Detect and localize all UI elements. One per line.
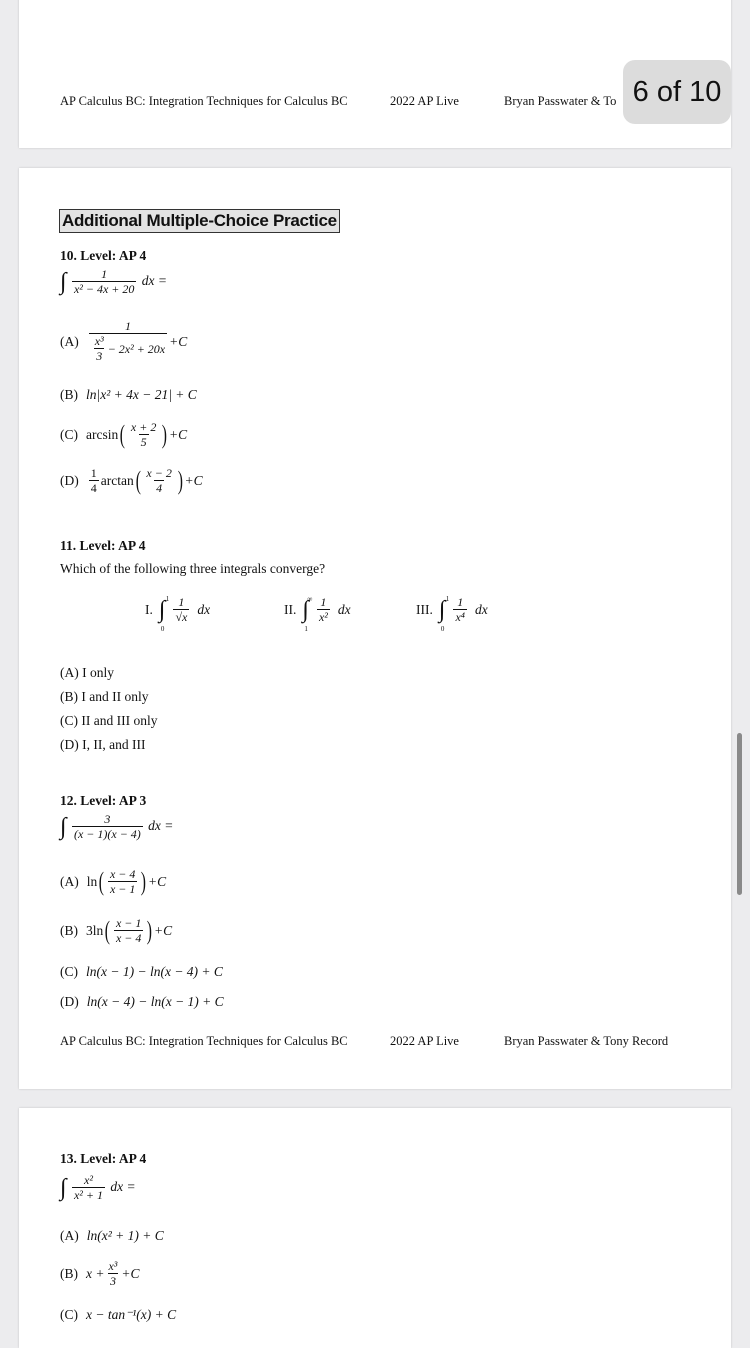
choice-label: (C) — [60, 964, 78, 979]
choice-c-text: x − tan⁻¹(x) + C — [86, 1307, 177, 1322]
choice-b-fn: 3ln — [86, 923, 104, 938]
integral-i-lower: 0 — [160, 625, 165, 633]
integral-iii-lower: 0 — [440, 625, 445, 633]
choice-label: (A) — [60, 1228, 79, 1243]
choice-b-num: x − 1 — [115, 916, 142, 930]
choice-label: (C) — [60, 1307, 78, 1322]
choice-a-tail: +C — [148, 874, 167, 889]
choice-d-den: 4 — [156, 481, 163, 495]
question-13-choice-a[interactable] — [60, 1228, 164, 1244]
q12-den: (x − 1)(x − 4) — [73, 827, 141, 841]
choice-b-den: x − 4 — [115, 931, 142, 945]
integral-i-den: √x — [175, 610, 188, 624]
choice-a-inner-den: 3 — [96, 349, 103, 363]
integral-iii-dx: dx — [474, 602, 488, 617]
integral-i-upper: 1 — [165, 595, 170, 603]
question-11-choice-b[interactable]: (B) I and II only — [60, 689, 149, 704]
integral-ii-num: 1 — [320, 595, 327, 609]
q13-den: x² + 1 — [73, 1188, 103, 1202]
integral-sign: ∫ — [60, 814, 67, 840]
choice-c-tail: +C — [169, 427, 188, 442]
choice-a-num: 1 — [124, 319, 131, 333]
integral-iii-den: x⁴ — [455, 610, 465, 624]
choice-c-den: 5 — [140, 435, 147, 449]
integral-ii-label: II. — [284, 602, 297, 617]
q12-tail: dx = — [148, 818, 174, 834]
question-11-choice-c[interactable]: (C) II and III only — [60, 713, 158, 728]
choice-a-num: x − 4 — [109, 867, 136, 881]
q13-num: x² — [84, 1173, 93, 1187]
choice-d-coef-den: 4 — [90, 481, 97, 495]
choice-label: (A) — [60, 333, 79, 349]
question-11-choice-d[interactable]: (D) I, II, and III — [60, 737, 146, 752]
running-header-year: 2022 AP Live — [390, 94, 459, 108]
page-bottom — [19, 1108, 731, 1348]
question-13-choice-c[interactable] — [60, 1307, 176, 1323]
section-heading: Additional Multiple-Choice Practice — [59, 209, 340, 233]
integral-iii — [416, 595, 488, 633]
question-10-header: 10. Level: AP 4 — [60, 248, 147, 263]
question-10-choice-a[interactable] — [60, 320, 187, 363]
q13-tail: dx = — [110, 1179, 136, 1195]
q10-den: x² − 4x + 20 — [73, 282, 135, 296]
integral-i-label: I. — [145, 602, 153, 617]
question-13-integral — [60, 1174, 136, 1202]
question-13-choice-b[interactable] — [60, 1260, 140, 1288]
choice-b-text: ln|x² + 4x − 21| + C — [86, 387, 197, 402]
choice-label: (A) — [60, 874, 79, 889]
q12-num: 3 — [104, 812, 111, 826]
choice-label: (D) — [60, 994, 79, 1009]
integral-i — [145, 595, 211, 633]
question-12-integral — [60, 813, 173, 841]
question-12-choice-a[interactable]: (A) ln ( $\frac{x - 4}{x - 1}$ ) +C — [60, 867, 167, 896]
integral-ii-upper: ∞ — [307, 595, 313, 603]
choice-c-num: x + 2 — [130, 420, 157, 434]
question-12-header: 12. Level: AP 3 — [60, 793, 147, 808]
choice-d-fn: arctan — [100, 473, 134, 488]
choice-d-num: x − 2 — [146, 466, 172, 480]
question-11-header: 11. Level: AP 4 — [60, 538, 146, 553]
integral-iii-upper: 1 — [445, 595, 450, 603]
integral-sign: ∫ — [60, 1175, 67, 1201]
choice-c-fn: arcsin — [86, 427, 119, 442]
page-indicator: 6 of 10 — [623, 60, 731, 124]
integral-sign: ∫ — [438, 597, 446, 623]
choice-b-den: 3 — [109, 1274, 116, 1288]
question-10-integral — [60, 268, 167, 296]
integral-i-dx: dx — [197, 602, 211, 617]
choice-label: (B) — [60, 387, 78, 402]
integral-sign: ∫ — [60, 269, 67, 295]
integral-sign: ∫ — [158, 597, 166, 623]
q10-num: 1 — [101, 267, 108, 281]
integral-iii-label: III. — [416, 602, 433, 617]
choice-label: (B) — [60, 1266, 78, 1281]
running-footer-authors: Bryan Passwater & Tony Record — [504, 1034, 669, 1048]
choice-c-text: ln(x − 1) − ln(x − 4) + C — [86, 964, 223, 979]
choice-d-text: ln(x − 4) − ln(x − 1) + C — [86, 994, 224, 1009]
choice-label: (B) — [60, 923, 78, 938]
choice-a-den: x − 1 — [109, 882, 136, 896]
integral-ii-den: x² — [318, 610, 328, 624]
question-12-choice-d[interactable] — [60, 994, 224, 1010]
running-header-course: AP Calculus BC: Integration Techniques for Calculus BC — [60, 94, 348, 108]
choice-a-tail: +C — [169, 333, 188, 349]
question-10-choice-d[interactable]: (D) $\frac{1}{4}$ arctan ( $\frac{x - 2}{4}$ ) +C — [60, 466, 203, 495]
integral-i-num: 1 — [178, 595, 185, 609]
integral-iii-num: 1 — [457, 595, 464, 609]
question-12-choice-c[interactable] — [60, 964, 223, 980]
integral-ii-lower: 1 — [304, 625, 308, 633]
choice-b-tail: +C — [121, 1266, 140, 1281]
choice-label: (C) — [60, 427, 78, 442]
choice-a-text: ln(x² + 1) + C — [86, 1228, 164, 1243]
choice-label: (D) — [60, 473, 79, 488]
question-10-choice-b[interactable] — [60, 387, 197, 403]
question-11-choice-a[interactable]: (A) I only — [60, 665, 114, 680]
question-12-choice-b[interactable]: (B) 3ln ( $\frac{x - 1}{x - 4}$ ) +C — [60, 916, 173, 945]
choice-a-fn: ln — [86, 874, 98, 889]
integral-sign: ∫ — [302, 597, 309, 623]
running-footer-course: AP Calculus BC: Integration Techniques for Calculus BC — [60, 1034, 348, 1048]
integral-ii — [284, 595, 351, 633]
page-middle — [19, 168, 731, 1089]
question-13-header: 13. Level: AP 4 — [60, 1151, 147, 1166]
running-footer-year: 2022 AP Live — [390, 1034, 459, 1048]
q10-tail: dx = — [141, 273, 168, 289]
question-10-choice-c[interactable]: (C) arcsin ( $\frac{x + 2}{5}$ ) +C — [60, 420, 188, 449]
question-11-prompt: Which of the following three integrals converge? — [60, 561, 326, 576]
running-header-authors: Bryan Passwater & To — [504, 94, 617, 108]
integral-ii-dx: dx — [337, 602, 351, 617]
choice-b-pre: x + — [86, 1266, 105, 1281]
choice-d-coef-num: 1 — [90, 466, 97, 480]
choice-a-inner-num: x³ — [94, 334, 104, 348]
scrollbar-thumb[interactable] — [737, 733, 742, 895]
choice-b-num: x³ — [108, 1259, 118, 1273]
choice-b-tail: +C — [154, 923, 173, 938]
choice-d-tail: +C — [184, 473, 203, 488]
choice-a-den-rest: − 2x² + 20x — [107, 341, 166, 356]
